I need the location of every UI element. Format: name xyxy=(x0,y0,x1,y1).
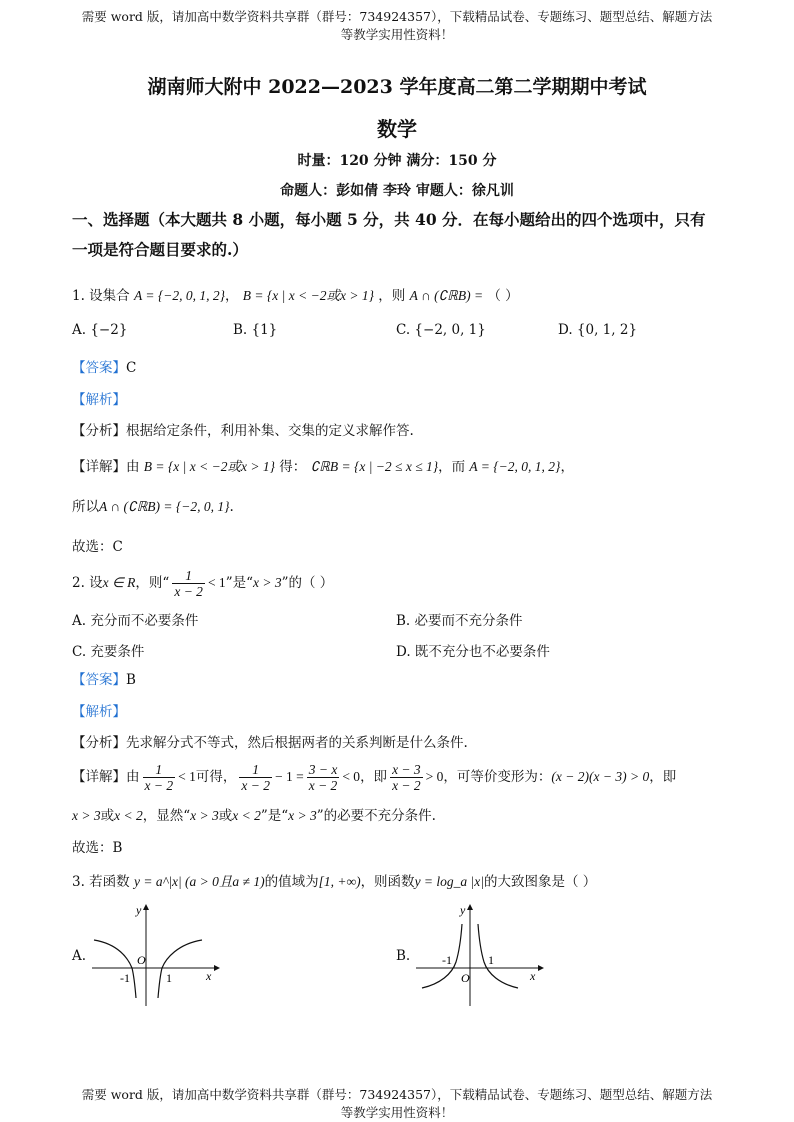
q2-fraction-numerator: 1 xyxy=(185,568,192,583)
q1-then: ，则 xyxy=(378,288,406,304)
q3-range-pre: 的值域为 xyxy=(264,874,319,890)
q1-xiangjie-mid: ，而 xyxy=(438,459,466,475)
q2-l2-e: x > 3 xyxy=(288,808,317,823)
bottom-notice-line1: 需要 word 版，请加高中数学资料共享群（群号：734924357），下载精品试卷、专题练习、题型总结、解题方法 xyxy=(81,1087,713,1102)
q2-l2-huo1: 或 xyxy=(100,808,115,824)
q3a-y-arrow-icon xyxy=(143,904,149,910)
exam-authors: 命题人：彭如倩 李玲 审题人：徐凡训 xyxy=(280,183,514,199)
q2-x-frac2 xyxy=(239,762,272,793)
q2-mid: ”是“ xyxy=(225,575,253,591)
q2-lt1: < 1 xyxy=(207,575,226,590)
q3a-pos1-label: 1 xyxy=(166,971,172,985)
exam-title: 湖南师大附中 2022—2023 学年度高二第二学期期中考试 xyxy=(147,76,647,98)
q1-xiangjie xyxy=(72,457,574,477)
q1-expression: A ∩ (∁ℝB) = xyxy=(409,288,484,303)
q2-x-ji: ，即 xyxy=(360,769,388,785)
q1-xiangjie-set-b: B = {x | x < −2或x > 1} xyxy=(143,459,275,474)
q1-so-end: . xyxy=(229,499,234,515)
q1-option-a: A. {−2} xyxy=(72,322,128,338)
q3b-x-arrow-icon xyxy=(538,965,544,971)
q2-x-product: (x − 2)(x − 3) > 0 xyxy=(551,769,650,784)
section-heading-line2: 一项是符合题目要求的.） xyxy=(72,240,248,259)
q3-stem xyxy=(72,872,596,892)
q1-number: 1. 设集合 xyxy=(72,288,130,304)
q1-stem: 1. 设集合 A = {−2, 0, 1, 2}， B = {x | x < −2或x > 1} ，则 A ∩ (∁ℝB) = （ ） xyxy=(72,288,519,304)
q3-function: y = a^|x| (a > 0且a ≠ 1) xyxy=(133,874,265,889)
q2-number: 2. 设 xyxy=(72,575,103,591)
q1-xiangjie-set-a: A = {−2, 0, 1, 2} xyxy=(469,459,561,474)
q2-xiangjie-line2 xyxy=(72,806,436,826)
q1-xiangjie-pre: 由 xyxy=(126,459,140,475)
q2-option-c: C. 充要条件 xyxy=(72,644,145,660)
q3-option-a-label: A. xyxy=(72,948,87,964)
q1-option-b: B. {1} xyxy=(233,322,278,338)
q3b-neg1-label: -1 xyxy=(442,953,452,967)
q3-option-a-graph xyxy=(88,900,228,1010)
q2-analysis-tag: 【解析】 xyxy=(72,704,126,720)
q1-answer-tag: 【答案】 xyxy=(72,360,126,376)
q1-xiangjie-end: ， xyxy=(560,459,574,475)
q2-answer-tag: 【答案】 xyxy=(72,672,126,688)
q3a-origin-label: O xyxy=(137,953,146,967)
q3b-x-label: x xyxy=(530,969,536,983)
q2-x-frac3 xyxy=(307,762,340,793)
q2-option-d: D. 既不充分也不必要条件 xyxy=(396,644,550,660)
q2-x-frac1-num: 1 xyxy=(155,762,163,777)
q2-x-frac4-den: x − 2 xyxy=(392,778,421,793)
q2-x-frac3-num: 3 − x xyxy=(308,762,338,777)
q2-choice: 故选：B xyxy=(72,840,123,856)
q3-mid: ，则函数 xyxy=(360,874,415,890)
bottom-notice-line2: 等教学实用性资料！ xyxy=(340,1105,454,1120)
q1-fenxi xyxy=(72,421,414,441)
q2-x-frac1 xyxy=(143,762,176,793)
q2-option-a: A. 充分而不必要条件 xyxy=(72,613,199,629)
q3-function-log: y = log_a |x| xyxy=(414,874,484,889)
q3-end: 的大致图象是（ ） xyxy=(483,874,597,890)
q3b-y-label: y xyxy=(460,903,466,917)
q2-condition: x > 3 xyxy=(253,575,282,590)
q2-answer xyxy=(72,670,136,690)
q2-x-jie: ，即 xyxy=(649,769,677,785)
q3a-left-curve xyxy=(94,940,136,998)
q3b-right-curve xyxy=(478,924,518,988)
q2-fenxi-tag: 【分析】 xyxy=(72,735,126,751)
q2-xiangjie-tag: 【详解】 xyxy=(72,769,126,785)
q1-option-d: D. {0, 1, 2} xyxy=(558,322,638,338)
q2-l2-end: ”的必要不充分条件. xyxy=(316,808,436,824)
q2-xiangjie xyxy=(72,760,676,794)
q1-xiangjie-complement: ∁ℝB = {x | −2 ≤ x ≤ 1} xyxy=(310,459,439,474)
q1-blank: （ ） xyxy=(487,288,519,304)
q2-x-kede: 可得， xyxy=(195,769,237,785)
q2-x-equiv: ，可等价变形为： xyxy=(443,769,552,785)
q2-l2-shi: ”是“ xyxy=(260,808,289,824)
q3-range: [1, +∞) xyxy=(318,874,361,889)
q2-answer-value: B xyxy=(126,672,136,688)
q2-x-gt0: > 0 xyxy=(425,769,444,784)
q3-number: 3. 若函数 xyxy=(72,874,130,890)
q2-x-frac2-den: x − 2 xyxy=(241,778,270,793)
q1-fenxi-text: 根据给定条件，利用补集、交集的定义求解作答. xyxy=(126,423,414,439)
q3-option-b-graph xyxy=(412,900,552,1010)
q3b-pos1-label: 1 xyxy=(488,953,494,967)
q1-answer xyxy=(72,358,136,378)
q2-x-frac2-num: 1 xyxy=(252,762,260,777)
q3a-right-curve xyxy=(158,940,202,998)
q2-x-frac4-num: x − 3 xyxy=(392,762,421,777)
q2-x-lt1: < 1 xyxy=(178,769,196,784)
q1-option-c: C. {−2, 0, 1} xyxy=(396,322,486,338)
q2-l2-a: x > 3 xyxy=(72,808,101,823)
q3b-y-arrow-icon xyxy=(467,904,473,910)
q2-option-b: B. 必要而不充分条件 xyxy=(396,613,523,629)
q1-xiangjie-tag: 【详解】 xyxy=(72,459,126,475)
q1-xiangjie-de: 得： xyxy=(279,459,307,475)
q3a-x-label: x xyxy=(206,969,212,983)
q2-l2-xianran: ，显然“ xyxy=(142,808,191,824)
q1-set-b: B = {x | x < −2或x > 1} xyxy=(242,288,374,303)
q2-l2-b: x < 2 xyxy=(114,808,143,823)
q2-fenxi-text: 先求解分式不等式，然后根据两者的关系判断是什么条件. xyxy=(126,735,468,751)
q1-set-a: A = {−2, 0, 1, 2} xyxy=(133,288,225,303)
q2-l2-c: x > 3 xyxy=(190,808,219,823)
q1-analysis-tag: 【解析】 xyxy=(72,392,126,408)
section-heading-line1: 一、选择题（本大题共 8 小题，每小题 5 分，共 40 分．在每小题给出的四个选项中，只有 xyxy=(72,210,706,229)
q3-option-b-label: B. xyxy=(396,948,411,964)
q1-fenxi-tag: 【分析】 xyxy=(72,423,126,439)
q1-so-pre: 所以 xyxy=(72,499,99,515)
q2-then: ，则“ xyxy=(135,575,170,591)
q1-so-expression: A ∩ (∁ℝB) = {−2, 0, 1} xyxy=(99,499,230,514)
q3a-y-label: y xyxy=(136,903,142,917)
q2-fraction-denominator: x − 2 xyxy=(174,584,203,599)
q3a-x-arrow-icon xyxy=(214,965,220,971)
q2-x-pre: 由 xyxy=(126,769,140,785)
top-notice-line1: 需要 word 版，请加高中数学资料共享群（群号：734924357），下载精品试卷、专题练习、题型总结、解题方法 xyxy=(81,9,713,24)
top-notice-line2: 等教学实用性资料！ xyxy=(340,27,454,42)
q2-x-in-r: x ∈ R xyxy=(102,575,136,590)
q2-fenxi xyxy=(72,733,468,753)
q2-fraction xyxy=(172,568,205,599)
q2-l2-d: x < 2 xyxy=(232,808,261,823)
q1-answer-value: C xyxy=(126,360,137,376)
q3b-origin-label: O xyxy=(461,971,470,985)
q1-choice: 故选：C xyxy=(72,539,123,555)
q2-l2-huo2: 或 xyxy=(218,808,233,824)
q2-end: ”的（ ） xyxy=(281,575,334,591)
q2-stem xyxy=(72,566,333,600)
q2-x-lt0: < 0 xyxy=(342,769,361,784)
exam-subject: 数学 xyxy=(377,117,417,141)
q2-x-frac3-den: x − 2 xyxy=(308,778,338,793)
exam-time-info: 时量：120 分钟 满分：150 分 xyxy=(297,153,497,169)
q2-x-minus1: − 1 = xyxy=(274,769,304,784)
q2-x-frac1-den: x − 2 xyxy=(144,778,174,793)
q1-conclusion xyxy=(72,497,234,517)
q2-x-frac4 xyxy=(390,762,423,793)
q3a-neg1-label: -1 xyxy=(120,971,130,985)
